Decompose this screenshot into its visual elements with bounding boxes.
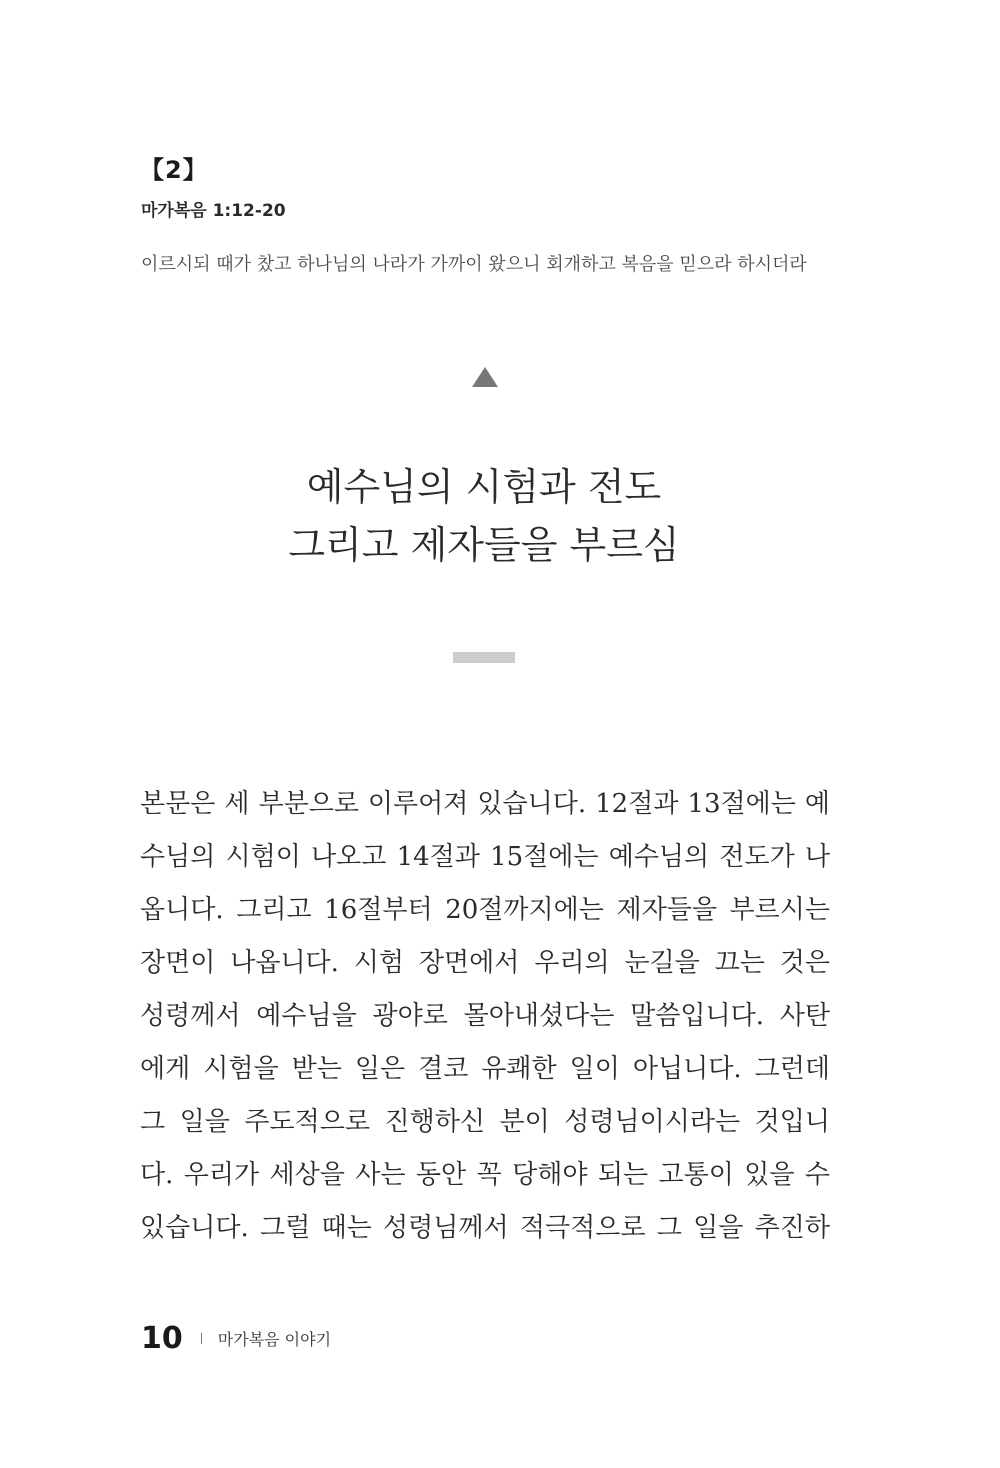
chapter-title-line-2: 그리고 제자들을 부르심 [288,523,680,567]
body-line: 수님의 시험이 나오고 14절과 15절에는 예수님의 전도가 나 [140,842,830,872]
scripture-reference: 마가복음 1:12-20 [141,201,286,221]
body-line: 성령께서 예수님을 광야로 몰아내셨다는 말씀입니다. 사탄 [140,1001,830,1031]
page-number: 10 [141,1320,183,1356]
chapter-title [0,458,968,574]
book-title: 마가복음 이야기 [217,1329,332,1349]
body-line: 본문은 세 부분으로 이루어져 있습니다. 12절과 13절에는 예 [140,789,830,819]
chapter-title-line-1: 예수님의 시험과 전도 [306,465,662,509]
title-divider [453,652,515,663]
body-line: 에게 시험을 받는 일은 결코 유쾌한 일이 아닙니다. 그런데 [140,1054,830,1084]
body-line: 장면이 나옵니다. 시험 장면에서 우리의 눈길을 끄는 것은 [140,948,830,978]
triangle-icon [472,367,498,387]
scripture-quote: 이르시되 때가 찼고 하나님의 나라가 가까이 왔으니 회개하고 복음을 믿으라 하시더라 [141,254,807,275]
body-line: 옵니다. 그리고 16절부터 20절까지에는 제자들을 부르시는 [140,895,830,925]
footer-separator [201,1333,202,1344]
body-line: 있습니다. 그럴 때는 성령님께서 적극적으로 그 일을 추진하 [140,1213,830,1243]
body-line: 그 일을 주도적으로 진행하신 분이 성령님이시라는 것입니 [140,1107,830,1137]
body-line: 다. 우리가 세상을 사는 동안 꼭 당해야 되는 고통이 있을 수 [140,1160,830,1190]
chapter-number: 【2】 [140,156,208,184]
body-paragraph [140,778,830,1255]
page-footer [141,1318,331,1358]
